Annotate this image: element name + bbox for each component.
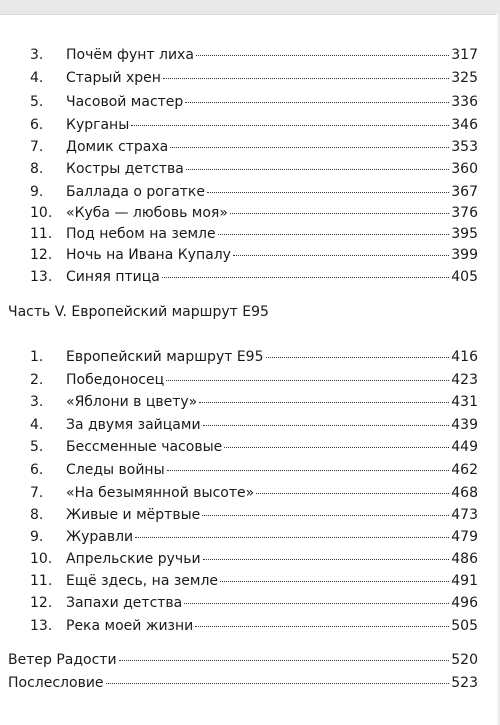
entry-number: 11. <box>30 573 53 589</box>
toc-entry <box>30 225 478 243</box>
entry-page: 360 <box>451 161 478 177</box>
dot-leader <box>207 192 449 193</box>
entry-page: 479 <box>451 529 478 545</box>
dot-leader <box>220 581 449 582</box>
page-top-edge <box>0 0 500 15</box>
entry-number: 2. <box>30 372 44 388</box>
entry-title: Почём фунт лиха <box>66 47 194 63</box>
entry-title: Костры детства <box>66 161 184 177</box>
dot-leader <box>119 660 450 661</box>
toc-entry <box>30 550 478 568</box>
entry-number: 4. <box>30 417 44 433</box>
entry-page: 405 <box>451 269 478 285</box>
dot-leader <box>185 102 449 103</box>
entry-page: 353 <box>451 139 478 155</box>
entry-title: Журавли <box>66 529 134 545</box>
entry-page: 491 <box>451 573 478 589</box>
entry-number: 10. <box>30 551 53 567</box>
entry-page: 399 <box>451 247 478 263</box>
toc-entry <box>30 246 478 264</box>
entry-page: 520 <box>451 652 478 668</box>
entry-page: 317 <box>451 47 478 63</box>
entry-title: За двумя зайцами <box>66 417 201 433</box>
entry-number: 7. <box>30 485 44 501</box>
entry-title: Домик страха <box>66 139 169 155</box>
toc-entry <box>30 160 478 178</box>
entry-number: 5. <box>30 94 44 110</box>
dot-leader <box>266 357 450 358</box>
entry-number: 9. <box>30 529 44 545</box>
entry-page: 496 <box>451 595 478 611</box>
entry-page: 376 <box>451 205 478 221</box>
entry-page: 439 <box>451 417 478 433</box>
dot-leader <box>218 234 450 235</box>
entry-number: 3. <box>30 47 44 63</box>
entry-number: 10. <box>30 205 53 221</box>
toc-entry <box>30 204 478 222</box>
dot-leader <box>186 169 449 170</box>
entry-page: 468 <box>451 485 478 501</box>
entry-page: 449 <box>451 439 478 455</box>
part-heading: Часть V. Европейский маршрут Е95 <box>8 304 269 320</box>
toc-entry <box>30 138 478 156</box>
dot-leader <box>196 55 449 56</box>
toc-entry <box>8 674 478 692</box>
entry-title: Живые и мёртвые <box>66 507 201 523</box>
entry-title: Победоносец <box>66 372 165 388</box>
toc-entry <box>30 371 478 389</box>
entry-title: Апрельские ручьи <box>66 551 201 567</box>
entry-title: Баллада о рогатке <box>66 184 205 200</box>
dot-leader <box>131 125 449 126</box>
entry-number: 11. <box>30 226 53 242</box>
entry-title: Бессменные часовые <box>66 439 223 455</box>
dot-leader <box>135 537 449 538</box>
entry-page: 423 <box>451 372 478 388</box>
entry-title: Курганы <box>66 117 130 133</box>
entry-number: 7. <box>30 139 44 155</box>
entry-page: 416 <box>451 349 478 365</box>
entry-number: 4. <box>30 70 44 86</box>
entry-number: 12. <box>30 247 53 263</box>
entry-page: 462 <box>451 462 478 478</box>
entry-title: Следы войны <box>66 462 165 478</box>
entry-number: 3. <box>30 394 44 410</box>
dot-leader <box>202 515 449 516</box>
entry-page: 325 <box>451 70 478 86</box>
dot-leader <box>203 559 450 560</box>
entry-number: 6. <box>30 117 44 133</box>
entry-title: «Куба — любовь моя» <box>66 205 228 221</box>
dot-leader <box>162 277 449 278</box>
entry-page: 505 <box>451 618 478 634</box>
entry-page: 523 <box>451 675 478 691</box>
entry-title: Запахи детства <box>66 595 183 611</box>
toc-entry <box>30 183 478 201</box>
toc-entry <box>30 393 478 411</box>
entry-title: Старый хрен <box>66 70 161 86</box>
toc-entry <box>30 268 478 286</box>
entry-page: 346 <box>451 117 478 133</box>
entry-number: 13. <box>30 269 53 285</box>
entry-number: 13. <box>30 618 53 634</box>
entry-title: «На безымянной высоте» <box>66 485 255 501</box>
entry-title: Послесловие <box>8 675 104 691</box>
entry-number: 12. <box>30 595 53 611</box>
toc-entry <box>30 438 478 456</box>
entry-page: 473 <box>451 507 478 523</box>
dot-leader <box>224 447 449 448</box>
toc-entry <box>30 116 478 134</box>
dot-leader <box>106 683 450 684</box>
entry-number: 6. <box>30 462 44 478</box>
entry-title: Ночь на Ивана Купалу <box>66 247 231 263</box>
dot-leader <box>233 255 449 256</box>
dot-leader <box>195 626 449 627</box>
toc-entry <box>30 46 478 64</box>
toc-entry <box>30 528 478 546</box>
entry-page: 486 <box>451 551 478 567</box>
entry-number: 5. <box>30 439 44 455</box>
dot-leader <box>184 603 449 604</box>
toc-entry <box>30 461 478 479</box>
dot-leader <box>199 402 449 403</box>
entry-title: «Яблони в цвету» <box>66 394 198 410</box>
dot-leader <box>167 470 450 471</box>
entry-title: Под небом на земле <box>66 226 216 242</box>
entry-title: Европейский маршрут Е95 <box>66 349 264 365</box>
dot-leader <box>163 78 449 79</box>
toc-entry <box>30 416 478 434</box>
toc-entry <box>30 594 478 612</box>
entry-page: 336 <box>451 94 478 110</box>
dot-leader <box>203 425 450 426</box>
entry-title: Ещё здесь, на земле <box>66 573 219 589</box>
entry-page: 367 <box>451 184 478 200</box>
toc-entry <box>30 93 478 111</box>
toc-entry <box>30 572 478 590</box>
dot-leader <box>170 147 449 148</box>
dot-leader <box>256 493 449 494</box>
entry-number: 8. <box>30 161 44 177</box>
entry-title: Часовой мастер <box>66 94 184 110</box>
entry-number: 8. <box>30 507 44 523</box>
entry-number: 1. <box>30 349 44 365</box>
entry-title: Ветер Радости <box>8 652 117 668</box>
dot-leader <box>166 380 449 381</box>
dot-leader <box>230 213 449 214</box>
entry-page: 431 <box>451 394 478 410</box>
entry-page: 395 <box>451 226 478 242</box>
entry-title: Река моей жизни <box>66 618 194 634</box>
toc-entry <box>30 484 478 502</box>
toc-entry <box>30 69 478 87</box>
entry-number: 9. <box>30 184 44 200</box>
toc-entry <box>30 617 478 635</box>
toc-entry <box>30 506 478 524</box>
page-right-edge <box>496 14 500 725</box>
toc-entry <box>30 348 478 366</box>
toc-entry <box>8 651 478 669</box>
entry-title: Синяя птица <box>66 269 160 285</box>
